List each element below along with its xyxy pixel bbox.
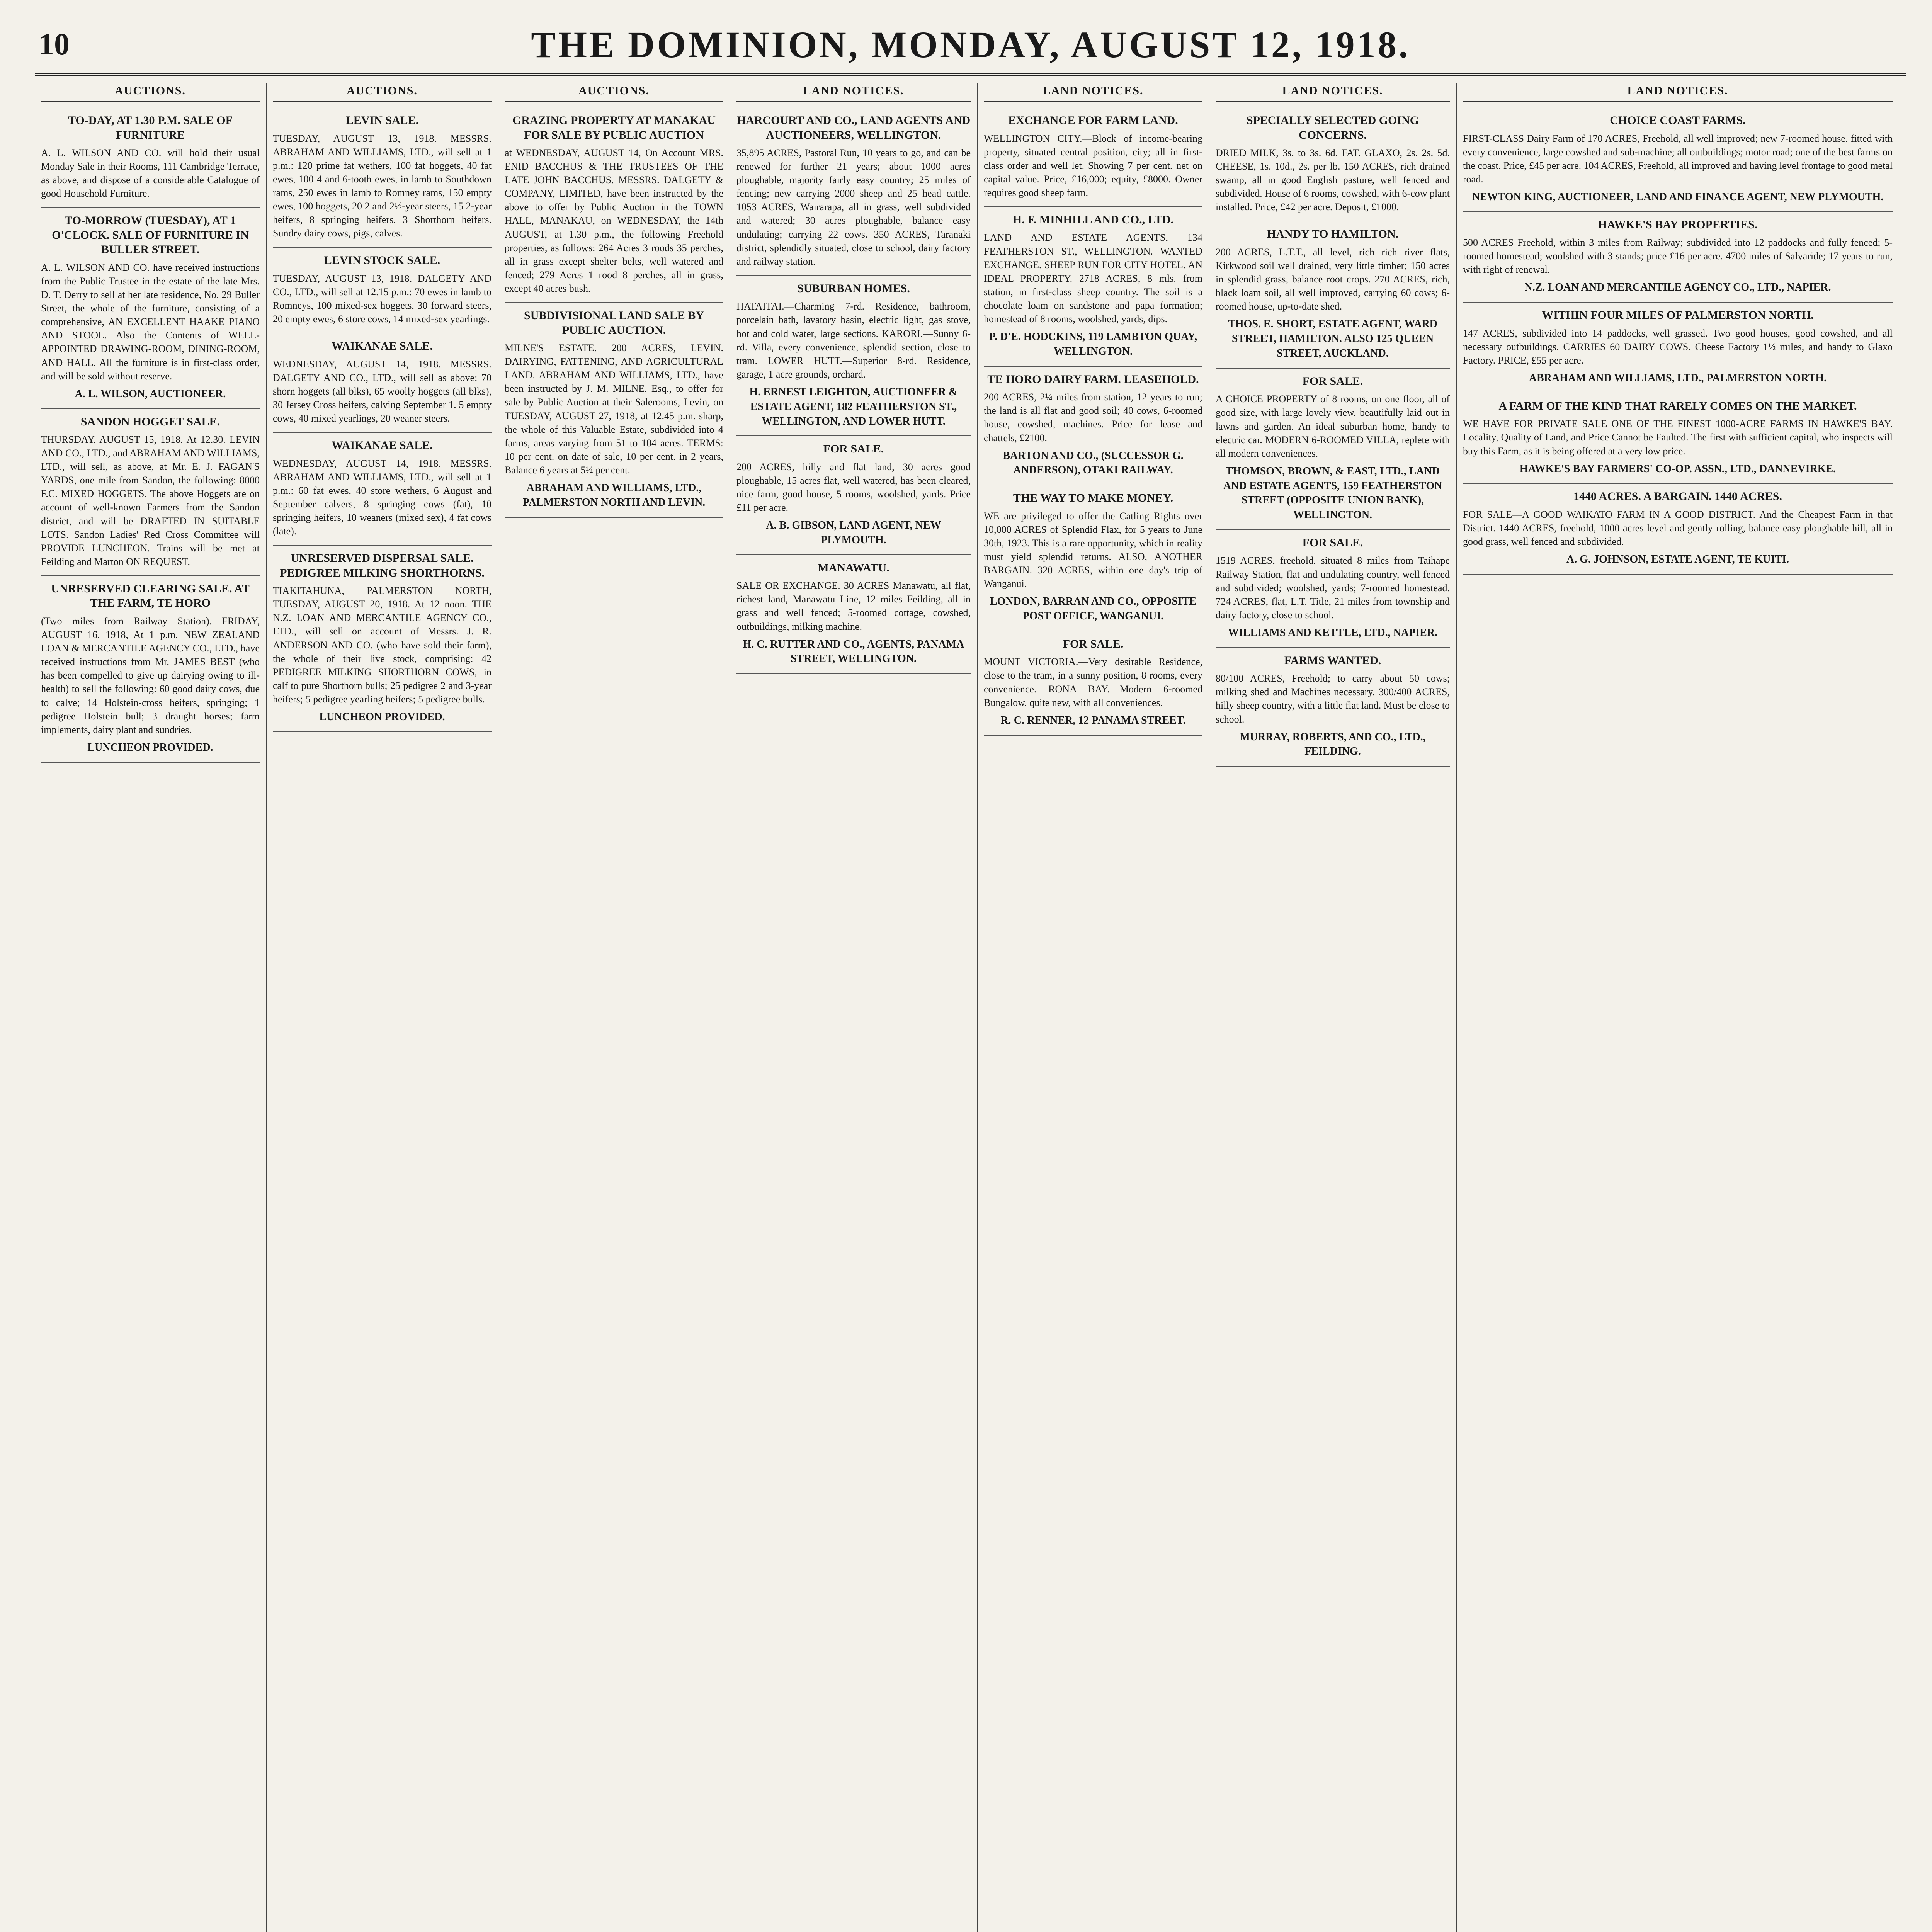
ad-signature: N.Z. LOAN AND MERCANTILE AGENCY CO., LTD., NAPIER. [1524,281,1831,294]
ad-body: A. L. WILSON AND CO. have received instructions from the Public Trustee in the estate of the late Mrs. D. T. Derry to sell at her late residence, No. 29 Buller Street, the whole of the furniture, consisting of a comprehensive, AN EXCELLENT HAAKE PIANO AND STOOL. Also the Contents of WELL-APPOINTED DRAWING-ROOM, DINING-ROOM, AND HALL. All the furniture is in first-class order, and will be sold without reserve. [41,262,260,382]
ad-body: at WEDNESDAY, AUGUST 14, On Account MRS. ENID BACCHUS & THE TRUSTEES OF THE LATE JOHN BACCHUS. MESSRS. DALGETY & COMPANY, LIMITED, have been instructed by the above to offer by Public Auction in the TOWN HALL, MANAKAU, on WEDNESDAY, the 14th AUGUST, at 1.30 p.m., the following Freehold properties, as follows: 264 Acres 3 roods 35 perches, all in grass except shelter belts, well watered and fenced; 279 Acres 1 rood 8 perches, all in grass, except 40 acres bush. [505,147,723,294]
column-heading: LAND NOTICES. [1463,83,1893,102]
advertisement [984,207,1202,367]
ad-body: HATAITAI.—Charming 7-rd. Residence, bathroom, porcelain bath, lavatory basin, electric light, gas stove, hot and cold water, large sections. KARORI.—Sunny 6-rd. Villa, every convenience, splendid section, close to tram. LOWER HUTT.—Superior 8-rd. Residence, garage, 1 acre grounds, orchard. [736,301,971,380]
ad-signature: H. C. RUTTER AND CO., AGENTS, PANAMA STREET, WELLINGTON. [743,638,964,665]
advertisement [1216,108,1450,221]
ad-heading: LEVIN STOCK SALE. [324,254,440,267]
ad-heading: THE WAY TO MAKE MONEY. [1013,492,1173,505]
column [267,83,498,1932]
column-heading: AUCTIONS. [41,83,260,102]
ad-heading: FARMS WANTED. [1284,654,1381,667]
ad-body: WELLINGTON CITY.—Block of income-bearing property, situated central position, city; all in first-class order and well let. Showing 7 per cent. net on capital value. Price, £16,000; equity, £8000. Owner requires good sheep farm. [984,133,1202,198]
ad-heading: WAIKANAE SALE. [332,340,433,353]
ad-body: 147 ACRES, subdivided into 14 paddocks, well grassed. Two good houses, good cowshed, and all necessary outbuildings. CARRIES 60 DAIRY COWS. Cheese Factory 1½ miles, and handy to Glaxo Factory. PRICE, £55 per acre. [1463,327,1893,366]
ad-signature: THOS. E. SHORT, ESTATE AGENT, WARD STREET, HAMILTON. ALSO 125 QUEEN STREET, AUCKLAND. [1228,318,1437,360]
ad-body: THURSDAY, AUGUST 15, 1918, At 12.30. LEVIN AND CO., LTD., and ABRAHAM AND WILLIAMS, LTD., will sell, as above, at Mr. E. J. FAGAN'S YARDS, one mile from Sandon, the following: 8000 F.C. MIXED HOGGETS. The above Hoggets are on account of well-known Farmers from the Sandon district, and will be DRAFTED IN SUITABLE LOTS. Sandon Ladies' Red Cross Committee will PROVIDE LUNCHEON. Trains will be met at Feilding and Marton ON REQUEST. [41,434,260,567]
ad-body: 200 ACRES, 2¼ miles from station, 12 years to run; the land is all flat and good soil; 40 cows, 6-roomed house, cowshed, machines. Price for lease and chattels, £2100. [984,391,1202,444]
column-heading: AUCTIONS. [505,83,723,102]
column [1209,83,1457,1932]
advertisement [984,631,1202,736]
ad-heading: CHOICE COAST FARMS. [1610,114,1746,127]
columns-container [35,83,1906,1932]
ad-signature: THOMSON, BROWN, & EAST, LTD., LAND AND ESTATE AGENTS, 159 FEATHERSTON STREET (OPPOSITE UNION BANK), WELLINGTON. [1223,465,1442,521]
ad-body: 500 ACRES Freehold, within 3 miles from Railway; subdivided into 12 paddocks and fully fenced; 5-roomed homestead; woolshed with 3 stands; price £16 per acre. 4700 miles of Salvaride; 17 years to run, with right of renewal. [1463,237,1893,276]
ad-heading: HANDY TO HAMILTON. [1267,228,1399,241]
ad-signature: LUNCHEON PROVIDED. [319,711,445,723]
ad-heading: TO-DAY, AT 1.30 P.M. SALE OF FURNITURE [68,114,233,141]
advertisement [505,303,723,518]
advertisement [273,108,492,248]
ad-heading: WAIKANAE SALE. [332,439,433,452]
ad-body: LAND AND ESTATE AGENTS, 134 FEATHERSTON ST., WELLINGTON. WANTED EXCHANGE. SHEEP RUN FOR CITY HOTEL. AN IDEAL PROPERTY. 2718 ACRES, 8 mls. from station, in first-class sheep country. The soil is a chocolate loam on sandstone and papa formation; homestead of 8 rooms, woolshed, yards, dips. [984,232,1202,325]
ad-signature: ABRAHAM AND WILLIAMS, LTD., PALMERSTON NORTH. [1529,372,1827,384]
ad-heading: HARCOURT AND CO., LAND AGENTS AND AUCTIONEERS, WELLINGTON. [736,114,971,141]
advertisement [41,576,260,763]
advertisement [273,333,492,433]
ad-signature: A. B. GIBSON, LAND AGENT, NEW PLYMOUTH. [766,519,941,546]
newspaper-title: THE DOMINION, MONDAY, AUGUST 12, 1918. [531,24,1410,65]
ad-signature: LUNCHEON PROVIDED. [87,741,213,753]
advertisement [736,555,971,674]
ad-heading: A FARM OF THE KIND THAT RARELY COMES ON THE MARKET. [1498,399,1857,412]
column-heading: AUCTIONS. [273,83,492,102]
ad-heading: FOR SALE. [1302,374,1363,388]
ad-body: 1519 ACRES, freehold, situated 8 miles from Taihape Railway Station, flat and undulating country, well fenced and subdivided; woolshed, yards; 7-roomed homestead. 724 ACRES, flat, L.T. Title, 21 miles from township and dairy factory, close to school. [1216,555,1450,621]
ad-signature: NEWTON KING, AUCTIONEER, LAND AND FINANCE AGENT, NEW PLYMOUTH. [1472,190,1884,203]
advertisement [41,108,260,208]
advertisement [1216,530,1450,648]
ad-signature: MURRAY, ROBERTS, AND CO., LTD., FEILDING. [1240,731,1426,758]
ad-signature: LONDON, BARRAN AND CO., OPPOSITE POST OFFICE, WANGANUI. [990,595,1197,622]
ad-body: WEDNESDAY, AUGUST 14, 1918. MESSRS. ABRAHAM AND WILLIAMS, LTD., will sell at 1 p.m.: 60 fat ewes, 40 store wethers, 6 August and September calvers, 8 springing cows (fat), 10 springing heifers, 10 weaners (mixed sex), 4 fat cows (late). [273,457,492,537]
ad-heading: HAWKE'S BAY PROPERTIES. [1598,218,1758,231]
masthead [35,15,1906,76]
ad-body: WE are privileged to offer the Catling Rights over 10,000 ACRES of Splendid Flax, for 5 years to June 30th, 1923. This is a rare opportunity, which in reality must yield splendid returns. ALSO, ANOTHER BARGAIN. 320 ACRES, within one day's trip of Wanganui. [984,510,1202,590]
ad-body: 35,895 ACRES, Pastoral Run, 10 years to go, and can be renewed for further 21 years; about 1000 acres ploughable, majority fairly easy country; 25 miles of fencing; new carrying 2000 sheep and 25 head cattle. 1053 ACRES, Wairarapa, all in grass, well subdivided and watered; 30 acres ploughable, balance easy undulating; carrying 22 cows. 350 ACRES, Taranaki district, splendidly situated, close to school, dairy factory and railway station. [736,147,971,267]
ad-heading: TE HORO DAIRY FARM. LEASEHOLD. [987,372,1199,386]
ad-heading: FOR SALE. [1302,536,1363,549]
ad-body: FIRST-CLASS Dairy Farm of 170 ACRES, Freehold, all well improved; new 7-roomed house, fitted with every convenience, large cowshed and sub-machine; all outbuildings; motor road; one of the best farms on the coast. Price, £45 per acre. 104 ACRES, Freehold, all improved and having level frontage to good metal road. [1463,133,1893,185]
ad-heading: LEVIN SALE. [345,114,419,127]
ad-signature: P. D'E. HODCKINS, 119 LAMBTON QUAY, WELLINGTON. [989,331,1197,357]
advertisement [984,108,1202,207]
ad-heading: WITHIN FOUR MILES OF PALMERSTON NORTH. [1542,309,1814,322]
ad-body: A CHOICE PROPERTY of 8 rooms, on one floor, all of good size, with large lovely view, beautifully laid out in lawns and garden. An ideal suburban home, handy to electric car. MODERN 6-ROOMED VILLA, replete with all modern conveniences. [1216,393,1450,459]
ad-body: WEDNESDAY, AUGUST 14, 1918. MESSRS. DALGETY AND CO., LTD., will sell as above: 70 shorn hoggets (all blks), 65 woolly hoggets (all blks), 30 Jersey Cross heifers, calving September 1. 5 empty cows, 40 mixed yearlings, 20 weaner steers. [273,358,492,424]
ad-heading: MANAWATU. [818,561,889,574]
advertisement [1463,212,1893,303]
column [1457,83,1899,1932]
ad-body: TUESDAY, AUGUST 13, 1918. MESSRS. ABRAHAM AND WILLIAMS, LTD., will sell at 1 p.m.: 120 prime fat wethers, 100 fat hoggets, 40 fat ewes, 100 4 and 6-tooth ewes, in lamb to Southdown rams, 250 ewes in lamb to Romney rams, 150 empty ewes, 100 hoggets, 20 2 and 2½-year steers, 15 2-year heifers, 8 springing heifers, 3 Shorthorn heifers. Sundry dairy cows, pigs, calves. [273,133,492,239]
ad-heading: UNRESERVED DISPERSAL SALE. PEDIGREE MILKING SHORTHORNS. [280,552,485,579]
ad-heading: SPECIALLY SELECTED GOING CONCERNS. [1246,114,1419,141]
column [978,83,1209,1932]
ad-heading: SUBURBAN HOMES. [797,282,910,295]
ad-body: WE HAVE FOR PRIVATE SALE ONE OF THE FINEST 1000-ACRE FARMS IN HAWKE'S BAY. Locality, Quality of Land, and Price Cannot be Faulted. The first with sufficient capital, who inspects will buy this Farm, as it is being offered at a very low price. [1463,418,1893,457]
ad-body: MOUNT VICTORIA.—Very desirable Residence, close to the tram, in a sunny position, 8 rooms, every convenience. RONA BAY.—Modern 6-roomed Bungalow, quite new, with all conveniences. [984,656,1202,708]
ad-heading: EXCHANGE FOR FARM LAND. [1008,114,1178,127]
column-heading: LAND NOTICES. [736,83,971,102]
ad-body: TIAKITAHUNA, PALMERSTON NORTH, TUESDAY, AUGUST 20, 1918. At 12 noon. THE N.Z. LOAN AND MERCANTILE AGENCY CO., LTD., will sell on account of Messrs. J. R. ANDERSON AND CO. (who have sold their farm), the whole of their live stock, comprising: 42 PEDIGREE MILKING SHORTHORN COWS, in calf to pure Shorthorn bulls; 25 pedigree 2 and 3-year heifers; 5 pedigree yearling heifers; 5 pedigree bulls. [273,585,492,705]
advertisement [273,546,492,732]
ad-heading: UNRESERVED CLEARING SALE. AT THE FARM, TE HORO [51,582,250,610]
ad-heading: H. F. MINHILL AND CO., LTD. [1012,213,1174,226]
advertisement [273,248,492,333]
advertisement [1463,108,1893,212]
column [35,83,267,1932]
ad-body: (Two miles from Railway Station). FRIDAY, AUGUST 16, 1918, At 1 p.m. NEW ZEALAND LOAN & MERCANTILE AGENCY CO., LTD., have received instructions from Mr. JAMES BEST (who has been compelled to give up dairying owing to ill-health) to sell the following: 60 good dairy cows, due to calve; 14 Holstein-cross heifers, springing; 1 pedigree Holstein bull; 3 draught horses; farm implements, dairy plant and sundries. [41,615,260,735]
ad-heading: FOR SALE. [823,442,884,456]
ad-signature: HAWKE'S BAY FARMERS' CO-OP. ASSN., LTD., DANNEVIRKE. [1519,463,1836,475]
advertisement [41,208,260,409]
advertisement [505,108,723,303]
advertisement [273,433,492,546]
advertisement [736,276,971,436]
ad-signature: A. G. JOHNSON, ESTATE AGENT, TE KUITI. [1566,553,1789,566]
ad-heading: FOR SALE. [1063,637,1124,650]
advertisement [736,436,971,555]
column [730,83,978,1932]
column-heading: LAND NOTICES. [1216,83,1450,102]
ad-signature: ABRAHAM AND WILLIAMS, LTD., PALMERSTON NORTH AND LEVIN. [522,481,706,509]
ad-body: 200 ACRES, L.T.T., all level, rich rich river flats, Kirkwood soil well drained, very little timber; 150 acres in splendid grass, balance root crops. 270 ACRES, rich, black loam soil, all well improved, carrying 60 cows; 6-roomed house, up-to-date shed. [1216,246,1450,312]
advertisement [1216,221,1450,368]
ad-heading: 1440 ACRES. A BARGAIN. 1440 ACRES. [1573,490,1782,503]
ad-body: A. L. WILSON AND CO. will hold their usual Monday Sale in their Rooms, 111 Cambridge Terrace, as above, and dispose of a considerable Catalogue of good Household Furniture. [41,147,260,199]
advertisement [984,485,1202,631]
ad-signature: H. ERNEST LEIGHTON, AUCTIONEER & ESTATE AGENT, 182 FEATHERSTON ST., WELLINGTON, AND LOWER HUTT. [749,386,958,427]
ad-heading: TO-MORROW (TUESDAY), AT 1 O'CLOCK. SALE OF FURNITURE IN BULLER STREET. [52,214,249,256]
ad-signature: R. C. RENNER, 12 PANAMA STREET. [1000,714,1186,726]
advertisement [1216,648,1450,767]
column-heading: LAND NOTICES. [984,83,1202,102]
ad-body: TUESDAY, AUGUST 13, 1918. DALGETY AND CO., LTD., will sell at 12.15 p.m.: 70 ewes in lamb to Romneys, 100 mixed-sex hoggets, 30 forward steers, 20 empty ewes, 6 store cows, 14 mixed-sex yearlings. [273,272,492,325]
ad-heading: SUBDIVISIONAL LAND SALE BY PUBLIC AUCTION. [524,309,704,337]
ad-signature: WILLIAMS AND KETTLE, LTD., NAPIER. [1228,626,1437,639]
advertisement [1463,393,1893,484]
ad-heading: GRAZING PROPERTY AT MANAKAU FOR SALE BY PUBLIC AUCTION [512,114,716,141]
ad-signature: A. L. WILSON, AUCTIONEER. [75,388,226,400]
advertisement [984,367,1202,485]
ad-heading: SANDON HOGGET SALE. [80,415,220,428]
advertisement [1463,484,1893,575]
advertisement [1463,303,1893,393]
advertisement [41,409,260,576]
advertisement [1216,369,1450,530]
page-number: 10 [39,27,70,61]
ad-body: FOR SALE—A GOOD WAIKATO FARM IN A GOOD DISTRICT. And the Cheapest Farm in that District. 1440 ACRES, freehold, 1000 acres level and gently rolling, balance easy ploughable hill, all in good grass, well fenced and subdivided. [1463,509,1893,548]
ad-body: DRIED MILK, 3s. to 3s. 6d. FAT. GLAXO, 2s. 2s. 5d. CHEESE, 1s. 10d., 2s. per lb. 150 ACRES, rich drained swamp, all in good English pasture, well fenced and subdivided. House of 6 rooms, cowshed, with 6-cow plant installed. Price, £42 per acre. Deposit, £1000. [1216,147,1450,213]
ad-signature: BARTON AND CO., (SUCCESSOR G. ANDERSON), OTAKI RAILWAY. [1003,449,1184,476]
ad-body: 200 ACRES, hilly and flat land, 30 acres good ploughable, 15 acres flat, well watered, has been cleared, nice farm, good house, 5 rooms, woolshed, yards. Price £11 per acre. [736,461,971,514]
ad-body: 80/100 ACRES, Freehold; to carry about 50 cows; milking shed and Machines necessary. 300/400 ACRES, hilly sheep country, with a little flat land. Must be close to school. [1216,673,1450,725]
ad-body: SALE OR EXCHANGE. 30 ACRES Manawatu, all flat, richest land, Manawatu Line, 12 miles Feilding, all in grass and well fenced; 5-roomed cottage, cowshed, outbuildings, milking machine. [736,580,971,632]
ad-body: MILNE'S ESTATE. 200 ACRES, LEVIN. DAIRYING, FATTENING, AND AGRICULTURAL LAND. ABRAHAM AND WILLIAMS, LTD., have been instructed by J. M. MILNE, Esq., to offer for sale by Public Auction at their Salerooms, Levin, on TUESDAY, AUGUST 27, 1918, at 12.45 p.m. sharp, the whole of this Valuable Estate, subdivided into 4 farms, areas varying from 51 to 104 acres. TERMS: 10 per cent. on date of sale, 10 per cent. in 2 years, Balance 6 years at 5¼ per cent. [505,342,723,476]
advertisement [736,108,971,276]
column [498,83,730,1932]
